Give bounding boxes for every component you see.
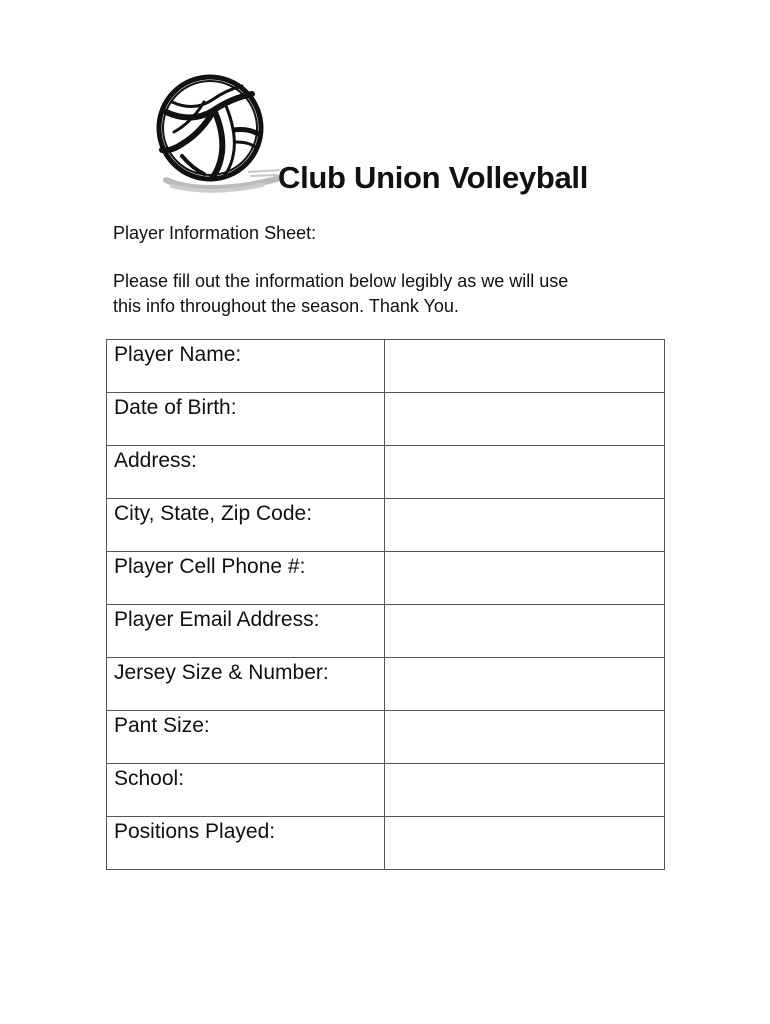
pant-size-field[interactable]: [385, 711, 665, 764]
jersey-size-number-field[interactable]: [385, 658, 665, 711]
table-row: [107, 764, 665, 817]
table-row: [107, 446, 665, 499]
form-subtitle: Player Information Sheet:: [113, 223, 317, 243]
address-field[interactable]: [385, 446, 665, 499]
player-cell-phone-field[interactable]: [385, 552, 665, 605]
instructions-line: Please fill out the information below legibly as we will use: [113, 271, 569, 291]
address-label: Address:: [107, 446, 385, 499]
positions-played-field[interactable]: [385, 817, 665, 870]
form-instructions: [113, 269, 653, 319]
player-email-label: Player Email Address:: [107, 605, 385, 658]
date-of-birth-field[interactable]: [385, 393, 665, 446]
positions-played-label: Positions Played:: [107, 817, 385, 870]
table-row: [107, 658, 665, 711]
player-name-field[interactable]: [385, 340, 665, 393]
player-email-field[interactable]: [385, 605, 665, 658]
table-row: [107, 605, 665, 658]
player-name-label: Player Name:: [107, 340, 385, 393]
player-info-table: [106, 339, 665, 870]
table-row: [107, 340, 665, 393]
table-row: [107, 499, 665, 552]
table-row: [107, 711, 665, 764]
city-state-zip-field[interactable]: [385, 499, 665, 552]
city-state-zip-label: City, State, Zip Code:: [107, 499, 385, 552]
page-title: Club Union Volleyball: [278, 160, 589, 195]
school-field[interactable]: [385, 764, 665, 817]
jersey-size-number-label: Jersey Size & Number:: [107, 658, 385, 711]
pant-size-label: Pant Size:: [107, 711, 385, 764]
school-label: School:: [107, 764, 385, 817]
table-row: [107, 552, 665, 605]
player-cell-phone-label: Player Cell Phone #:: [107, 552, 385, 605]
table-row: [107, 817, 665, 870]
date-of-birth-label: Date of Birth:: [107, 393, 385, 446]
table-row: [107, 393, 665, 446]
instructions-line: this info throughout the season. Thank You.: [113, 296, 459, 316]
volleyball-icon: [152, 72, 282, 196]
